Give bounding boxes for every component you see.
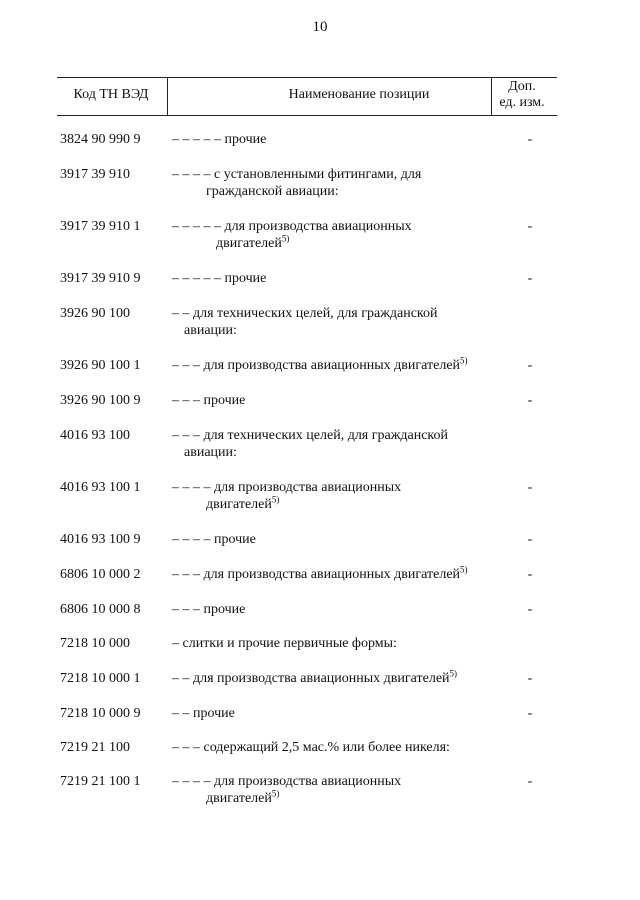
row-code: 3917 39 910 1 bbox=[60, 219, 141, 234]
row-code: 4016 93 100 bbox=[60, 428, 130, 443]
footnote-ref: 5) bbox=[460, 355, 468, 366]
row-code: 6806 10 000 2 bbox=[60, 567, 141, 582]
header-code: Код ТН ВЭД bbox=[73, 87, 149, 102]
row-unit: - bbox=[527, 567, 533, 582]
row-unit: - bbox=[527, 271, 533, 286]
row-name bbox=[172, 166, 492, 200]
row-name-line1: – – – – для производства авиационных bbox=[172, 774, 402, 789]
footnote-ref: 5) bbox=[460, 564, 468, 575]
row-unit: - bbox=[527, 132, 533, 147]
row-name bbox=[172, 218, 492, 252]
row-code: 3926 90 100 9 bbox=[60, 393, 141, 408]
row-name bbox=[172, 392, 492, 409]
row-name-line2-text: гражданской авиации: bbox=[206, 184, 339, 199]
row-unit: - bbox=[527, 774, 533, 789]
row-name-line1: – – для производства авиационных двигателей bbox=[172, 671, 450, 686]
row-unit: - bbox=[527, 219, 533, 234]
row-name-line2-text: двигателей bbox=[216, 236, 282, 251]
footnote-ref: 5) bbox=[271, 788, 280, 799]
row-name bbox=[172, 601, 492, 618]
row-name-line2 bbox=[172, 790, 492, 807]
row-name-line1: – – – – – прочие bbox=[172, 132, 267, 147]
row-name-line1: – – – для производства авиационных двигателей bbox=[172, 358, 461, 373]
row-name-line1: – – – прочие bbox=[172, 602, 246, 617]
row-code: 6806 10 000 8 bbox=[60, 602, 141, 617]
row-code: 7218 10 000 1 bbox=[60, 671, 141, 686]
footnote-ref: 5) bbox=[271, 494, 280, 505]
row-unit: - bbox=[527, 706, 533, 721]
row-unit: - bbox=[527, 671, 533, 686]
row-name-line1: – – – – для производства авиационных bbox=[172, 480, 402, 495]
row-name-line2 bbox=[172, 444, 492, 461]
row-name bbox=[172, 705, 492, 722]
row-name-line1: – – – для технических целей, для гражданской bbox=[172, 428, 448, 443]
row-name bbox=[172, 739, 492, 756]
row-name-line1: – – прочие bbox=[172, 706, 235, 721]
row-name bbox=[172, 131, 492, 148]
row-name bbox=[172, 479, 492, 513]
row-name-line1: – – – для производства авиационных двигателей bbox=[172, 567, 461, 582]
row-name bbox=[172, 531, 492, 548]
row-code: 3926 90 100 1 bbox=[60, 358, 141, 373]
row-name-line2-text: двигателей bbox=[206, 791, 272, 806]
row-name-line1: – – – – – прочие bbox=[172, 271, 267, 286]
row-unit: - bbox=[527, 393, 533, 408]
row-unit: - bbox=[527, 532, 533, 547]
row-name bbox=[172, 427, 492, 461]
row-name-line2-text: двигателей bbox=[206, 497, 272, 512]
row-name-line1: – – – – с установленными фитингами, для bbox=[172, 167, 422, 182]
row-name-line2 bbox=[172, 235, 492, 252]
row-code: 3824 90 990 9 bbox=[60, 132, 141, 147]
row-name-line2 bbox=[172, 183, 492, 200]
page-number: 10 bbox=[312, 19, 328, 35]
row-name-line1: – слитки и прочие первичные формы: bbox=[172, 636, 397, 651]
row-code: 3926 90 100 bbox=[60, 306, 130, 321]
row-name-line1: – – – прочие bbox=[172, 393, 246, 408]
row-name-line1: – – – – прочие bbox=[172, 532, 256, 547]
row-name-line1: – – – – – для производства авиационных bbox=[172, 219, 412, 234]
row-name-line2 bbox=[172, 496, 492, 513]
row-name-line2-text: авиации: bbox=[184, 445, 237, 460]
row-name bbox=[172, 566, 492, 583]
row-code: 3917 39 910 bbox=[60, 167, 130, 182]
row-code: 3917 39 910 9 bbox=[60, 271, 141, 286]
row-unit: - bbox=[527, 358, 533, 373]
header-unit-line1: Доп. bbox=[508, 79, 536, 94]
row-name-line1: – – для технических целей, для гражданской bbox=[172, 306, 438, 321]
footnote-ref: 5) bbox=[281, 233, 290, 244]
row-code: 7218 10 000 9 bbox=[60, 706, 141, 721]
row-name-line2-text: авиации: bbox=[184, 323, 237, 338]
header-unit-line2: ед. изм. bbox=[499, 95, 545, 110]
row-unit: - bbox=[527, 480, 533, 495]
row-code: 7218 10 000 bbox=[60, 636, 130, 651]
row-name bbox=[172, 670, 492, 687]
row-name bbox=[172, 305, 492, 339]
row-name bbox=[172, 270, 492, 287]
header-name: Наименование позиции bbox=[288, 87, 430, 102]
footnote-ref: 5) bbox=[449, 668, 458, 679]
row-code: 7219 21 100 bbox=[60, 740, 130, 755]
row-code: 4016 93 100 1 bbox=[60, 480, 141, 495]
row-unit: - bbox=[527, 602, 533, 617]
row-code: 4016 93 100 9 bbox=[60, 532, 141, 547]
row-name bbox=[172, 357, 492, 374]
row-code: 7219 21 100 1 bbox=[60, 774, 141, 789]
row-name-line2 bbox=[172, 322, 492, 339]
row-name-line1: – – – содержащий 2,5 мас.% или более никеля: bbox=[172, 740, 450, 755]
row-name bbox=[172, 773, 492, 807]
row-name bbox=[172, 635, 492, 652]
